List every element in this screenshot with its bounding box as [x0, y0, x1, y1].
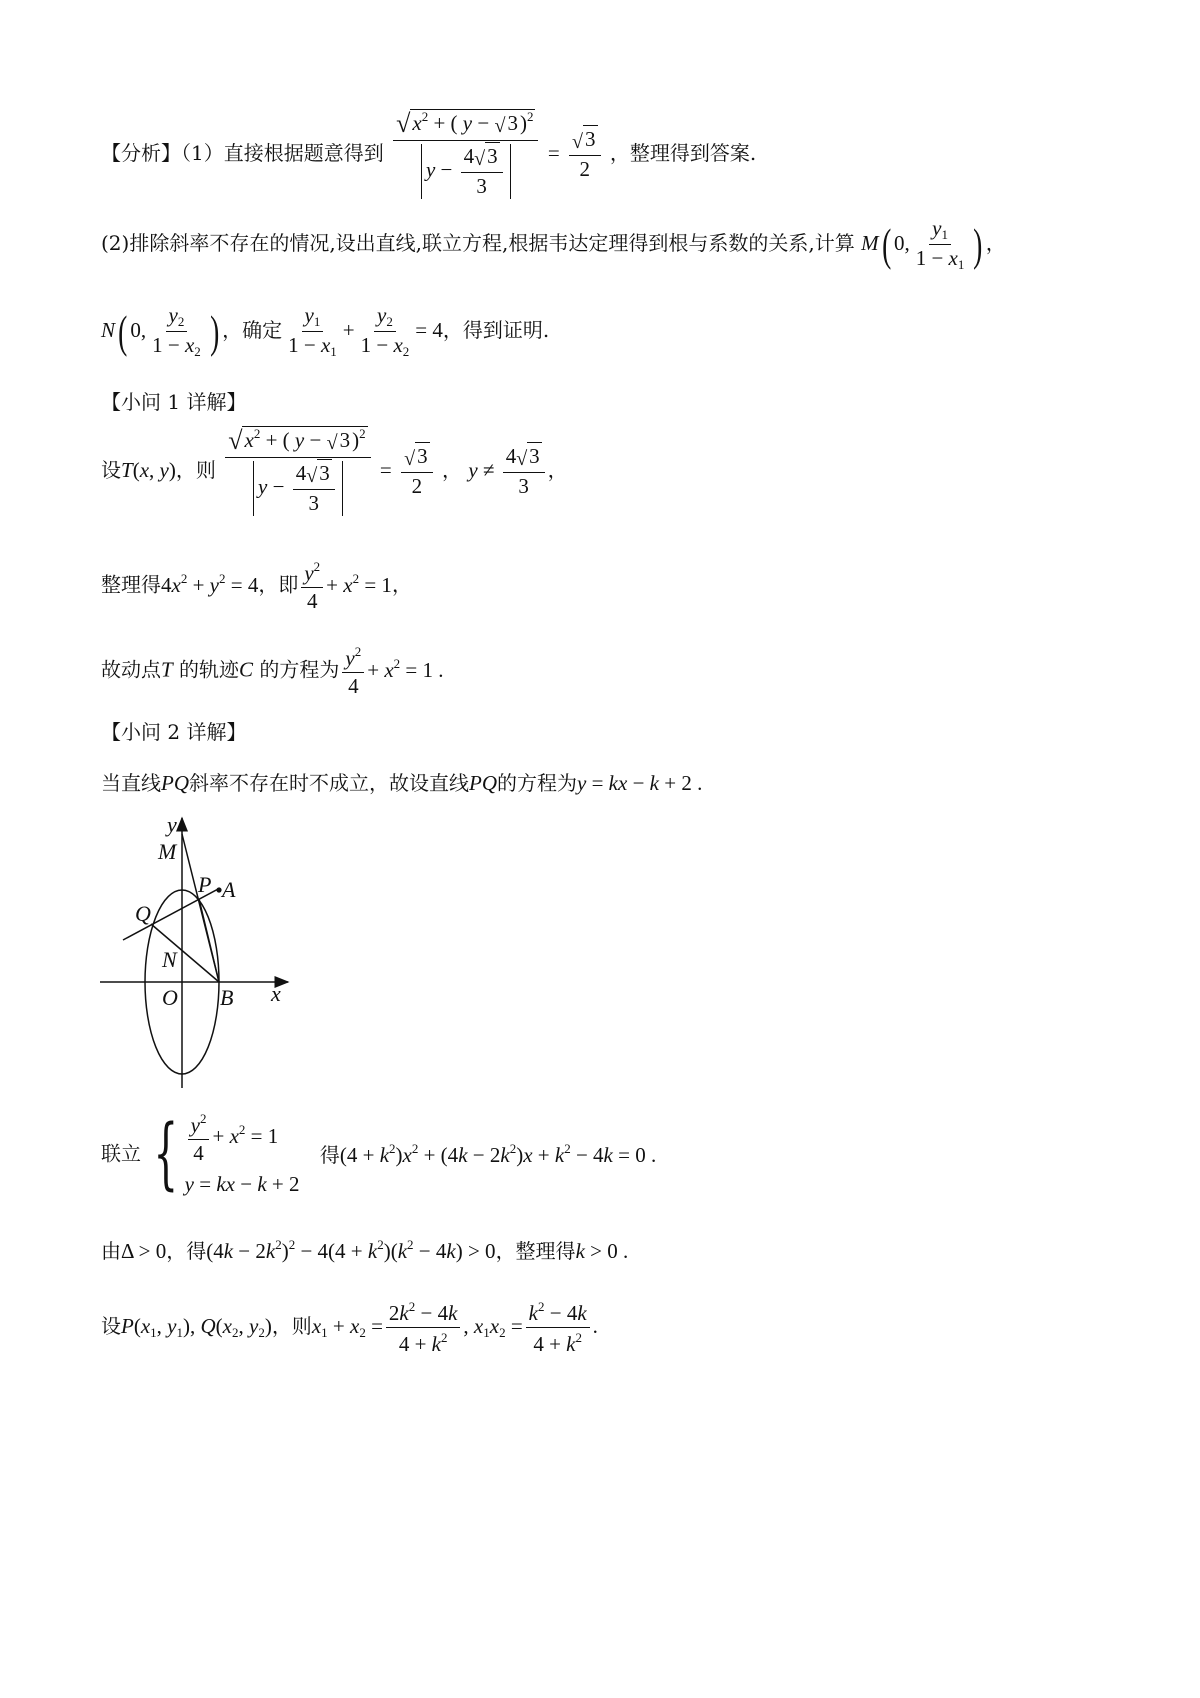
- analysis-part2-text: (2)排除斜率不存在的情况,设出直线,联立方程,根据韦达定理得到根与系数的关系,计算: [101, 231, 855, 255]
- label-p: P: [198, 872, 212, 897]
- q2-delta-line: 由Δ > 0，得$(4k - 2k^2)^2 - 4(4 + k^2)(k^2 - 4k) > 0$，整理得k > 0 .: [101, 1237, 629, 1263]
- label-a: A: [222, 877, 236, 902]
- q2-joint-line: 联立 { $\frac{y^2}{4}$ + $x^2 = 1$ y = kx − k + 2 得$(4 + k^2)x^2 + (4k - 2k^2)x + k^2 - 4k = 0$ .: [101, 1108, 657, 1199]
- label-b: B: [220, 985, 234, 1010]
- distance-ratio-fraction: $√x^2$ + ( y − √3)$^2$ y − $\frac{4√3}{3}$: [393, 110, 538, 199]
- ratio-value: $\frac{√3}{2}$: [569, 129, 600, 180]
- label-y: y: [167, 812, 177, 837]
- q2-vieta-line: 设$P(x_1$, $y_1$), $Q(x_2$, $y_2$)，则$x_1 + x_2$ = $\frac{2k^2 - 4k}{4 + k^2}$ , $x_1x_2$ = $\frac{k^2 - 4k}{4 + k^2}$ .: [101, 1299, 598, 1356]
- label-x: x: [271, 981, 281, 1006]
- analysis-line-3: N( 0, $\frac{y_2}{1 - x_2}$ ) ，确定 $\frac{y_1}{1 - x_1}$ + $\frac{y_2}{1 - x_2}$ = 4，得到证明.: [101, 303, 550, 359]
- analysis-line-1: 【分析】（1）直接根据题意得到 $√x^2$ + ( y − √3)$^2$ y − $\frac{4√3}{3}$ = $\frac{√3}{2}$ ，整理得到答案.: [101, 109, 757, 198]
- label-o: O: [162, 985, 178, 1010]
- analysis-label: 【分析】: [101, 141, 181, 165]
- analysis-part1-suffix: ，整理得到答案.: [609, 141, 757, 165]
- point-a: [216, 887, 221, 892]
- q2-header: 【小问 2 详解】: [101, 720, 247, 744]
- q2-line-setup: 当直线PQ斜率不存在时不成立，故设直线PQ的方程为y = kx − k + 2 .: [101, 771, 703, 795]
- line-pb: [199, 899, 219, 982]
- ellipse-figure: [95, 810, 300, 1095]
- analysis-end: ，得到证明.: [442, 318, 550, 342]
- q1-simplify-line: 整理得$4x^2 + y^2 = 4$，即 $\frac{y^2}{4}$ + $x^2 = 1$，: [101, 559, 412, 613]
- analysis-part1-prefix: （1）直接根据题意得到: [181, 141, 384, 165]
- analysis-line-2: (2)排除斜率不存在的情况,设出直线,联立方程,根据韦达定理得到根与系数的关系,计算 M( 0, $\frac{y_1}{1 - x_1}$ ) ，: [101, 216, 1006, 272]
- q1-conclusion-line: 故动点T 的轨迹C 的方程为 $\frac{y^2}{4}$ + $x^2 = 1$ .: [101, 644, 444, 698]
- label-n: N: [162, 947, 177, 972]
- analysis-confirm: ，确定: [222, 318, 283, 342]
- label-q: Q: [135, 901, 151, 926]
- q1-ratio-fraction: $√x^2$ + ( y − √3)$^2$ y − $\frac{4√3}{3}$: [225, 427, 370, 516]
- q1-header: 【小问 1 详解】: [101, 390, 247, 414]
- label-m: M: [158, 839, 177, 864]
- q1-setup-line: 设T(x, y)，则 $√x^2$ + ( y − √3)$^2$ y − $\frac{4√3}{3}$ = $\frac{√3}{2}$ ， y ≠ $\frac{4√3}{3}$ ，: [101, 426, 568, 515]
